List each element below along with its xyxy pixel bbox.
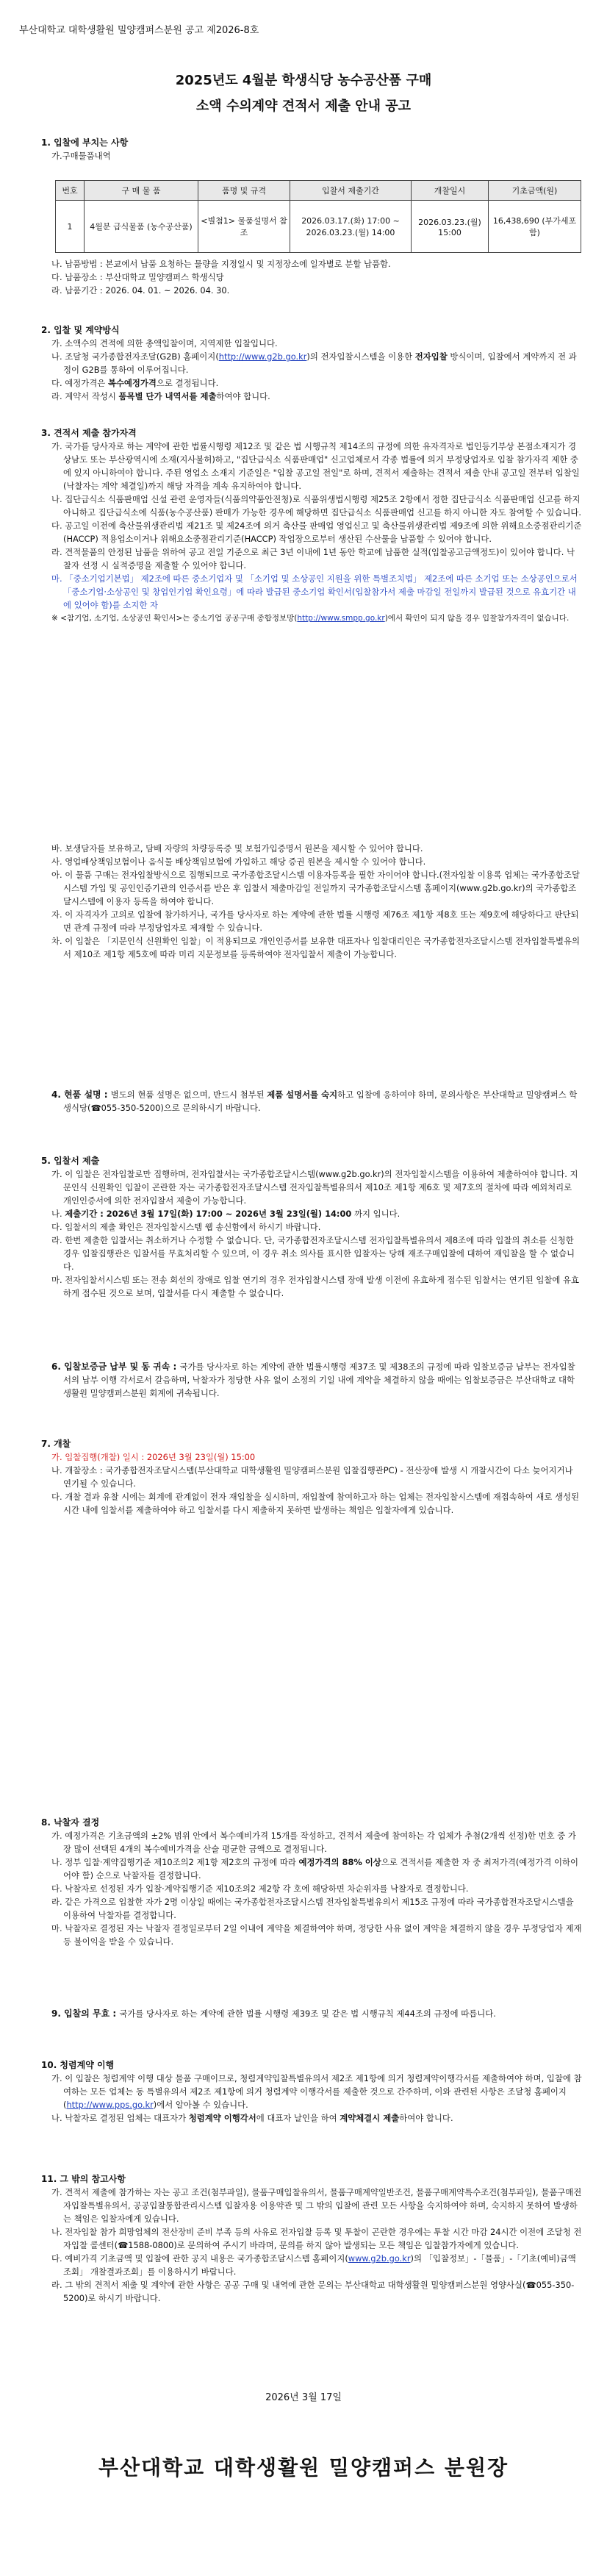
s5-b-text2: 까지 입니다.: [351, 1209, 401, 1219]
s10-b-bold: 청렴계약 이행각서: [188, 2113, 256, 2123]
section-1-heading: 1. 입찰에 부치는 사항: [41, 137, 129, 148]
s4-text: [41, 1088, 582, 1115]
section-10: [41, 2058, 582, 2125]
notice-subtitle: 소액 수의계약 견적서 제출 안내 공고: [195, 99, 412, 114]
s3-note-text1: ※ <참기업, 소기업, 소상공인 확인서>는 중소기업 공공구매 종합정보망(: [51, 614, 298, 623]
section-8-heading: 8. 낙찰자 결정: [41, 1817, 100, 1828]
s11-item-c: [41, 2252, 582, 2278]
s10-b-bold2: 계약체결시 제출: [340, 2113, 400, 2123]
s10-item-b: [41, 2111, 582, 2125]
s8-item-e: 마. 낙찰자로 결정된 자는 낙찰자 결정일로부터 2일 이내에 계약을 체결하여야 하며, 정당한 사유 없이 계약을 체결하지 않을 경우 부정당업자 제재 등 불이익을 받을 수 있습니다.: [51, 1923, 582, 1947]
section-2: [41, 323, 582, 403]
s8-b-text1: 나. 정부 입찰·계약집행기준 제10조의2 제1항 제2호의 규정에 따라: [51, 1857, 299, 1867]
s2-b-text2: )의 전자입찰시스템을 이용한: [306, 351, 415, 362]
s11-c-text2: )의 「입찰정보」-「물품」-「기초(예비)금액조회」 개찰결과조회」를 이용하시기 바랍니다.: [63, 2253, 576, 2277]
cell-no: 1: [56, 201, 85, 253]
s8-b-bold: 예정가격의 88% 이상: [298, 1857, 381, 1867]
notice-header: 부산대학교 대학생활원 밀양캠퍼스분원 공고 제2026-8호: [19, 25, 259, 36]
section-3-heading: 3. 견적서 제출 참가자격: [41, 428, 137, 438]
g2b-link[interactable]: http://www.g2b.go.kr: [218, 351, 307, 362]
s5-item-e: 마. 전자입찰서시스템 또는 전송 회선의 장애로 입찰 연기의 경우 전자입찰시스템 장애 발생 이전에 유효하게 접수된 입찰서는 연기된 입찰에 유효하게 접수된 것으로 보며, 입찰서를 다시 제출할 수 없습니다.: [51, 1275, 579, 1298]
table-row: [56, 201, 581, 253]
items-table: [55, 180, 581, 253]
s6-text: [41, 1360, 582, 1400]
s9-text: [41, 2007, 582, 2020]
s2-c-text1: 다. 예정가격은: [51, 378, 108, 388]
s2-d-text1: 라. 계약서 작성시: [51, 391, 119, 401]
section-5-heading: 5. 입찰서 제출: [41, 1156, 100, 1166]
s3-item-e: 마. 「중소기업기본법」 제2조에 따른 중소기업자 및 「소기업 및 소상공인 지원을 위한 특별조치법」 제2조에 따른 소기업 또는 소상공인으로서 「중소기업·소상공인 및 창업인기업 확인요령」에 따라 발급된 중소기업 확인서(입찰참가서 제출 마감일 전일까지 발급된 것으로 유효기간 내에 있어야 함)를 소지한 자: [51, 573, 578, 610]
section-3: [41, 426, 582, 625]
g2b-link-2[interactable]: www.g2b.go.kr: [348, 2253, 411, 2264]
s2-b-text3: 방식이며, 입찰에서 계약까지 전 과정이 G2B를 통하여 이루어집니다.: [63, 351, 577, 375]
s8-item-c: 다. 낙찰자로 선정된 자가 입찰·계약집행기준 제10조의2 제2항 각 호에 해당하면 차순위자를 낙찰자로 결정합니다.: [51, 1883, 469, 1894]
s5-b-text1: 나.: [51, 1209, 65, 1219]
section-6: [41, 1360, 582, 1400]
section-9: [41, 2007, 582, 2020]
s2-b-text1: 나. 조달청 국가종합전자조달(G2B) 홈페이지(: [51, 351, 219, 362]
s5-item-d: 라. 한번 제출한 입찰서는 취소하거나 수정할 수 없습니다. 단, 국가종합전자조달시스템 전자입찰특별유의서 제8조에 따라 입찰의 취소를 신청한 경우 입찰집행관은 입찰서를 무효처리할 수 있으며, 이 경우 취소 의사를 표시한 입찰자는 당해 재조구매입찰에 대하여 재입찰을 할 수 없습니다.: [51, 1235, 575, 1272]
s10-a-text1: 가. 이 입찰은 청렴계약 이행 대상 물품 구매이므로, 청렴계약입찰특별유의서 제2조 제1항에 의거 청렴계약이행각서를 제출하여야 하며, 입찰에 참여하는 모든 업체는 동 특별유의서 제2조 제1항에 의거 청렴계약 이행각서를 제출한 것으로 간주하며, 이와 관련된 사항은 조달청 홈페이지(: [51, 2073, 582, 2110]
section-5: [41, 1154, 582, 1300]
s2-d-bold: 품목별 단가 내역서를 제출: [118, 391, 217, 401]
s3-item-h: 아. 이 물품 구매는 전자입찰방식으로 집행되므로 국가종합조달시스템 이용자등록을 필한 자이어야 합니다.(전자입찰 이용록 업체는 국가종합조달시스템 가입 및 공인인증기관의 인증서를 받은 후 입찰서 제출마감일 전일까지 국가종합조달시스템 홈페이지(www.g2b.go.kr)의 국가종합조달시스템에 이용자 등록을 하여야 합니다.: [51, 870, 580, 906]
s2-b-bold: 전자입찰: [414, 351, 448, 362]
s2-item-c: [41, 376, 582, 390]
section-1: [41, 136, 582, 162]
s3-item-d: 라. 견적물품의 안정된 납품을 위하여 공고 전일 기준으로 최근 3년 이내에 1년 동안 학교에 납품한 실적(입찰공고금액정도)이 있어야 합니다. 낙찰자 선정 시 실적증명을 제출할 수 있어야 합니다.: [51, 547, 575, 570]
s3-item-c: 다. 공고일 이전에 축산물위생관리법 제21조 및 제24조에 의거 축산물 판매업 영업신고 및 축산물위생관리법 제9조에 의한 위해요소중점관리기준(HACCP) 적용업소이거나 위해요소중점관리기준(HACCP) 작업장으로부터 생산된 수산물을 납품할 수 있어야 합니다.: [51, 520, 582, 544]
s7-item-c: 다. 개찰 결과 유찰 시에는 회계에 관계없이 전자 재입찰을 실시하며, 재입찰에 참여하고자 하는 업체는 전자입찰시스템에 재접속하여 새로 생성된 시간 내에 입찰서를 제출하여야 하고 입찰서를 다시 제출하지 못하면 발생하는 책임은 입찰자에게 있습니다.: [51, 1492, 579, 1515]
s2-item-a: 가. 소액수의 견적에 의한 총액입찰이며, 지역제한 입찰입니다.: [51, 338, 278, 348]
s8-item-b: [41, 1856, 582, 1882]
s11-item-d: 라. 그 밖의 견적서 제출 및 계약에 관한 사항은 공공 구매 및 내역에 관한 문의는 부산대학교 대학생활원 밀양캠퍼스분원 영양사실(☎055-350-5200)로 하시기 바랍니다.: [51, 2280, 575, 2303]
col-spec: 품명 및 규격: [198, 181, 290, 201]
col-period: 입찰서 제출기간: [290, 181, 412, 201]
s3-item-a: 가. 국가를 당사자로 하는 계약에 관한 법률시행령 제12조 및 같은 법 시행규칙 제14조의 규정에 의한 유자격자로 법인등기부상 본점소재지가 경상남도 또는 부산광역시에 소재(지사불허)하고, "집단급식소 식품판매업" 신고업체로서 각종 법률에 의거 부정당업자로 입찰 참가자격 제한 중에 있지 아니하여야 합니다. 주된 영업소 소재지 기준일은 "입찰 공고일 전일"로 하며, 견적서 제출하는 견적서 제출 안내 공고일 전부터 입찰일(낙찰자는 계약 체결일)까지 해당 자격을 계속 유지하여야 합니다.: [51, 441, 580, 491]
s10-b-text1: 나. 낙찰자로 결정된 업체는 대표자가: [51, 2113, 189, 2123]
s2-c-bold: 복수예정가격: [107, 378, 157, 388]
cell-spec: <별첨1> 물품설명서 참조: [198, 201, 290, 253]
s7-item-a: 가. 입찰집행(개찰) 일시 : 2026년 3월 23일(월) 15:00: [51, 1452, 256, 1462]
s3-note: [41, 612, 582, 625]
s3-note-text2: )에서 확인이 되지 않을 경우 입찰참가자격이 없습니다.: [384, 614, 570, 623]
s5-item-a: 가. 이 입찰은 전자입찰로만 집행하며, 전자입찰서는 국가종합조달시스템(www.g2b.go.kr)의 전자입찰시스템을 이용하여 제출하여야 합니다. 지문인식 신원확인 입찰이 곤란한 자는 국가종합전자조달시스템 전자입찰특별유의서 제10조 제1항 제6호 및 제7호의 절차에 따라 예외처리로 개인인증서에 의한 전자입찰서 제출이 가능합니다.: [51, 1169, 578, 1206]
s3-item-b: 나. 집단급식소 식품판매업 신설 관련 운영자들(식품의약품안전청)로 식품위생법시행령 제25조 2항에서 정한 집단급식소 식품판매업 신고를 하지 아니하고 집단급식소에 식품(농수공산품) 판매가 가능한 경우에 해당하면 집단급식소 식품판매업 신고를 하지 아니한 자도 참여할 수 있습니다.: [51, 494, 582, 518]
s2-c-text2: 으로 결정됩니다.: [156, 378, 219, 388]
notice-date: 2026년 3월 17일: [265, 2392, 342, 2403]
s3-item-i: 자. 이 자격자가 고의로 입찰에 참가하거나, 국가를 당사자로 하는 계약에 관한 법률 시행령 제76조 제1항 제8호 또는 제9호에 해당하다고 판단되면 관계 규정에 따라 부정당업자로 제재할 수 있습니다.: [51, 909, 579, 933]
section-1-notes: [41, 257, 582, 297]
s5-item-c: 다. 입찰서의 제출 확인은 전자입찰시스템 웹 송신함에서 하시기 바랍니다.: [51, 1222, 321, 1232]
cell-period: 2026.03.17.(화) 17:00 ~ 2026.03.23.(월) 14:00: [290, 201, 412, 253]
s4-text2: 하고 입찰에 응하여야 하며, 문의사항은 부산대학교 밀양캠퍼스 학생식당(☎055-350-5200)으로 문의하시기 바랍니다.: [63, 1090, 578, 1113]
note-delivery-period: 라. 납품기간 : 2026. 04. 01. ~ 2026. 04. 30.: [51, 285, 230, 296]
s10-b-text3: 하여야 합니다.: [399, 2113, 453, 2123]
section-6-heading: 6. 입찰보증금 납부 및 동 귀속 :: [51, 1362, 180, 1372]
s2-item-d: [41, 390, 582, 403]
section-9-heading: 9. 입찰의 무효 :: [51, 2008, 120, 2019]
s5-b-bold: 제출기간 : 2026년 3월 17일(화) 17:00 ~ 2026년 3월 23일(월) 14:00: [65, 1209, 352, 1219]
note-delivery-place: 다. 납품장소 : 부산대학교 밀양캠퍼스 학생식당: [51, 272, 224, 282]
notice-title: 2025년도 4월분 학생식당 농수공산품 구매: [175, 73, 432, 88]
col-item: 구 매 물 품: [85, 181, 198, 201]
s4-text1: 별도의 현품 설명은 없으며, 반드시 첨부된: [110, 1090, 267, 1100]
s11-item-b: 나. 전자입찰 참가 희망업체의 전산장비 준비 부족 등의 사유로 전자입찰 등록 및 투찰이 곤란한 경우에는 투찰 시간 마감 24시간 이전에 조달청 전자입찰 콜센터(☎1588-0800)로 문의하여 주시기 바라며, 문의를 하지 않아 발생되는 모든 책임은 입찰참가자에게 있습니다.: [51, 2227, 582, 2250]
section-7: [41, 1437, 582, 1517]
s9-body: 국가를 당사자로 하는 계약에 관한 법률 시행령 제39조 및 같은 법 시행규칙 제44조의 규정에 따릅니다.: [119, 2008, 496, 2019]
smpp-link[interactable]: http://www.smpp.go.kr: [297, 614, 385, 623]
section-4: [41, 1088, 582, 1115]
s3-item-j: 차. 이 입찰은 「지문인식 신원확인 입찰」이 적용되므로 개인인증서를 보유한 대표자나 입찰대리인은 국가종합전자조달시스템 전자입찰특별유의서 제10조 제1항 제5호에 따라 미리 지문정보를 등록하여야 전자입찰서 제출이 가능합니다.: [51, 936, 581, 959]
s10-b-text2: 에 대표자 날인을 하여: [256, 2113, 340, 2123]
section-1-sub: 가.구매물품내역: [51, 151, 111, 161]
s6-body: 국가를 당사자로 하는 계약에 관한 법률시행령 제37조 및 제38조의 규정에 따라 입찰보증금 납부는 전자입찰서의 납부 이행 각서로서 갈음하며, 낙찰자가 정당한 사유 없이 소정의 기일 내에 계약을 체결하지 않을 때에는 입찰보증금은 부산대학교 대학생활원 밀양캠퍼스분원 회계에 귀속됩니다.: [63, 1362, 575, 1398]
note-delivery-method: 나. 납품방법 : 본교에서 납품 요청하는 물량을 지정일시 및 지정장소에 일자별로 분할 납품함.: [51, 259, 391, 269]
section-4-heading: 4. 현품 설명 :: [51, 1090, 111, 1100]
col-no: 번호: [56, 181, 85, 201]
s10-a-text2: )에서 알아볼 수 있습니다.: [153, 2100, 248, 2110]
s3-item-f: 바. 보생담자를 보유하고, 담배 자량의 차량등록증 및 보험가입증명서 원본을 제시할 수 있어야 합니다.: [51, 843, 423, 854]
s2-item-b: [41, 350, 582, 376]
pps-link[interactable]: http://www.pps.go.kr: [66, 2100, 154, 2110]
section-3-cont: [41, 842, 582, 961]
cell-item: 4월분 급식물품 (농수공산품): [85, 201, 198, 253]
section-11-heading: 11. 그 밖의 참고사항: [41, 2174, 126, 2184]
section-11: [41, 2172, 582, 2305]
s5-item-b: [41, 1207, 582, 1220]
section-7-heading: 7. 개찰: [41, 1439, 71, 1449]
col-open: 개찰일시: [412, 181, 489, 201]
s8-b-text2: 으로 견적서를 제출한 자 중 최저가격(예정가격 이하이어야 함) 순으로 낙찰자를 결정합니다.: [63, 1857, 579, 1881]
s4-bold: 제품 설명서를 숙지: [267, 1090, 338, 1100]
s3-item-g: 사. 영업배상책임보험이나 음식물 배상책임보험에 가입하고 해당 증권 원본을 제시할 수 있어야 합니다.: [51, 856, 426, 867]
cell-price: 16,438,690 (부가세포함): [489, 201, 581, 253]
items-table-header-row: [56, 181, 581, 201]
s7-item-b: 나. 개찰장소 : 국가종합전자조달시스템(부산대학교 대학생활원 밀양캠퍼스분원 입찰집행관PC) - 전산장애 발생 시 개찰시간이 다소 늦어지거나 연기될 수 있습니다.: [51, 1465, 573, 1489]
col-price: 기초금액(원): [489, 181, 581, 201]
section-10-heading: 10. 청렴계약 이행: [41, 2060, 115, 2070]
cell-open: 2026.03.23.(월) 15:00: [412, 201, 489, 253]
s11-item-a: 가. 견적서 제출에 참가하는 자는 공고 조건(첨부파일), 물품구매입찰유의서, 물품구매계약일반조건, 물품구매계약특수조건(첨부파일), 물품구매전자입찰특별유의서, 공공입찰통합관리시스템 입찰자용 이용약관 및 그 밖의 입찰에 관련 모든 사항을 숙지하여야 하며, 숙지하지 못하여 발생하는 책임은 입찰자에게 있습니다.: [51, 2187, 582, 2224]
s8-item-d: 라. 같은 가격으로 입찰한 자가 2명 이상일 때에는 국가종합전자조달시스템 전자입찰특별유의서 제15조 규정에 따라 국가종합전자조달시스템을 이용하여 낙찰자를 결정합니다.: [51, 1897, 574, 1920]
s11-c-text1: 다. 예비가격 기초금액 및 입찰에 관한 공지 내용은 국가종합조달시스템 홈페이지(: [51, 2253, 348, 2264]
s10-item-a: [41, 2072, 582, 2111]
signature: 부산대학교 대학생활원 밀양캠퍼스 분원장: [98, 2455, 509, 2480]
section-2-heading: 2. 입찰 및 계약방식: [41, 325, 120, 335]
s8-item-a: 가. 예정가격은 기초금액의 ±2% 범위 안에서 복수예비가격 15개를 작성하고, 견적서 제출에 참여하는 각 업체가 추첨(2개씩 선정)한 번호 중 가장 많이 선택된 4개의 복수예비가격을 산술 평균한 금액으로 결정됩니다.: [51, 1831, 576, 1854]
s2-d-text2: 하여야 합니다.: [216, 391, 270, 401]
section-8: [41, 1816, 582, 1948]
